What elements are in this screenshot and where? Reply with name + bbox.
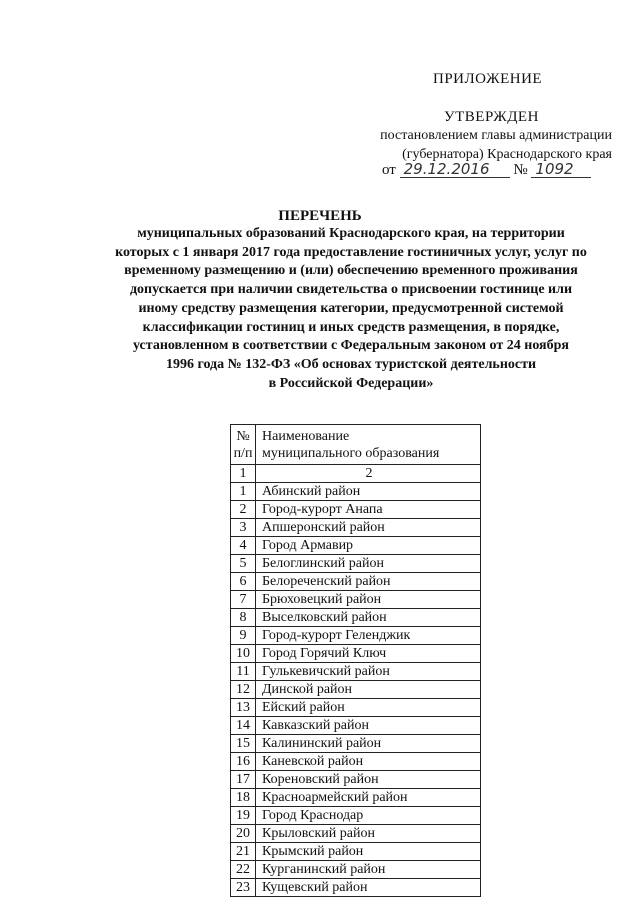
row-number: 9 <box>231 627 256 645</box>
table-row <box>231 753 481 771</box>
municipality-name: Город-курорт Анапа <box>256 501 481 519</box>
municipality-name: Брюховецкий район <box>256 591 481 609</box>
row-number: 14 <box>231 717 256 735</box>
row-number: 8 <box>231 609 256 627</box>
subtitle-line: муниципальных образований Краснодарского края, на территории <box>137 226 565 241</box>
municipalities-table <box>230 424 481 897</box>
row-number: 1 <box>231 483 256 501</box>
table-header-row <box>231 425 481 465</box>
municipality-name: Калининский район <box>256 735 481 753</box>
table-body <box>231 425 481 897</box>
table-index-row <box>231 465 481 483</box>
table-row <box>231 861 481 879</box>
row-number: 18 <box>231 789 256 807</box>
municipality-name: Город Краснодар <box>256 807 481 825</box>
table-row <box>231 789 481 807</box>
municipality-name: Кавказский район <box>256 717 481 735</box>
table-row <box>231 519 481 537</box>
resolution-text <box>312 126 612 164</box>
municipality-name: Кореновский район <box>256 771 481 789</box>
resolution-line: постановлением главы администрации <box>380 128 612 143</box>
table-row <box>231 843 481 861</box>
municipality-name: Курганинский район <box>256 861 481 879</box>
table-row <box>231 555 481 573</box>
table-row <box>231 663 481 681</box>
row-number: 12 <box>231 681 256 699</box>
index-cell: 2 <box>256 465 481 483</box>
table-row <box>231 735 481 753</box>
municipality-name: Гулькевичский район <box>256 663 481 681</box>
row-number: 19 <box>231 807 256 825</box>
table-row <box>231 681 481 699</box>
row-number: 13 <box>231 699 256 717</box>
row-number: 10 <box>231 645 256 663</box>
row-number: 2 <box>231 501 256 519</box>
municipality-name: Кущевский район <box>256 879 481 897</box>
row-number: 3 <box>231 519 256 537</box>
municipality-name: Белоглинский район <box>256 555 481 573</box>
index-cell: 1 <box>231 465 256 483</box>
number-prefix: № <box>513 162 528 178</box>
table-row <box>231 537 481 555</box>
municipality-name: Город Армавир <box>256 537 481 555</box>
row-number: 21 <box>231 843 256 861</box>
row-number: 22 <box>231 861 256 879</box>
table-row <box>231 573 481 591</box>
document-subtitle <box>108 225 594 393</box>
date-prefix: от <box>382 162 396 178</box>
subtitle-line: установленном в соответствии с Федеральным законом от 24 ноября <box>132 338 569 354</box>
appendix-label: ПРИЛОЖЕНИЕ <box>433 71 543 87</box>
subtitle-line: в Российской Федерации» <box>268 375 434 391</box>
municipality-name: Динской район <box>256 681 481 699</box>
subtitle-line: которых с 1 января 2017 года предоставление гостиничных услуг, услуг по <box>115 244 587 260</box>
municipality-name: Красноармейский район <box>256 789 481 807</box>
municipality-name: Ейский район <box>256 699 481 717</box>
header-name-line1: Наименование <box>262 429 350 444</box>
handwritten-date: 29.12.2016 <box>400 162 510 178</box>
date-number-line <box>382 162 591 179</box>
table-row <box>231 501 481 519</box>
subtitle-line: временному размещению и (или) обеспечению временного проживания <box>124 263 578 279</box>
municipality-name: Апшеронский район <box>256 519 481 537</box>
table-row <box>231 771 481 789</box>
table-row <box>231 591 481 609</box>
row-number: 6 <box>231 573 256 591</box>
subtitle-line: допускается при наличии свидетельства о присвоении гостинице или <box>129 282 573 298</box>
municipality-name: Выселковский район <box>256 609 481 627</box>
row-number: 17 <box>231 771 256 789</box>
row-number: 20 <box>231 825 256 843</box>
document-title: ПЕРЕЧЕНЬ <box>278 208 362 224</box>
header-number-line2: п/п <box>233 446 253 461</box>
approved-label: УТВЕРЖДЕН <box>444 109 539 125</box>
subtitle-line: классификации гостиниц и иных средств размещения, в порядке, <box>142 319 560 335</box>
row-number: 4 <box>231 537 256 555</box>
row-number: 11 <box>231 663 256 681</box>
table-row <box>231 645 481 663</box>
header-cell-number <box>231 425 256 465</box>
table-row <box>231 699 481 717</box>
handwritten-number: 1092 <box>531 162 591 178</box>
subtitle-line: 1996 года № 132-ФЗ «Об основах туристской деятельности <box>165 356 537 372</box>
municipality-name: Белореченский район <box>256 573 481 591</box>
municipality-name: Абинский район <box>256 483 481 501</box>
table-row <box>231 609 481 627</box>
municipality-name: Крымский район <box>256 843 481 861</box>
table-row <box>231 627 481 645</box>
table-row <box>231 807 481 825</box>
header-name-line2: муниципального образования <box>262 446 440 461</box>
header-cell-name <box>256 425 481 465</box>
row-number: 15 <box>231 735 256 753</box>
table-row <box>231 879 481 897</box>
row-number: 7 <box>231 591 256 609</box>
municipality-name: Крыловский район <box>256 825 481 843</box>
municipality-name: Город-курорт Геленджик <box>256 627 481 645</box>
municipality-name: Каневской район <box>256 753 481 771</box>
table-row <box>231 825 481 843</box>
row-number: 5 <box>231 555 256 573</box>
resolution-line: (губернатора) Краснодарского края <box>402 147 612 162</box>
municipality-name: Город Горячий Ключ <box>256 645 481 663</box>
row-number: 23 <box>231 879 256 897</box>
header-number-line1: № <box>236 429 250 444</box>
row-number: 16 <box>231 753 256 771</box>
subtitle-line: иному средству размещения категории, предусмотренной системой <box>138 300 564 316</box>
table-row <box>231 483 481 501</box>
table-row <box>231 717 481 735</box>
